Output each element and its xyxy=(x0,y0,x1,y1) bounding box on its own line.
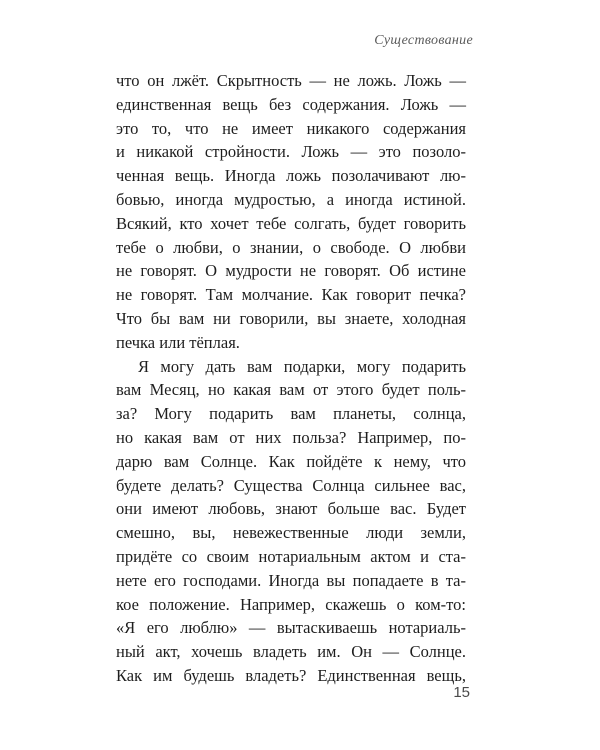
page-number: 15 xyxy=(453,684,470,701)
text-line: Всякий, кто хочет тебе солгать, будет говорить xyxy=(116,213,466,233)
text-line: Что бы вам ни говорили, вы знаете, холодная xyxy=(116,308,466,328)
text-line: за? Могу подарить вам планеты, солнца, xyxy=(116,404,466,424)
text-line: но какая вам от них польза? Например, по- xyxy=(116,427,466,447)
text-line: придёте со своим нотариальным актом и ста- xyxy=(116,546,466,566)
running-head: Существование xyxy=(374,33,473,48)
text-line: бовью, иногда мудростью, а иногда истиной. xyxy=(116,189,466,209)
text-line: не говорят. О мудрости не говорят. Об истине xyxy=(116,261,466,281)
text-line: печка или тёплая. xyxy=(116,332,240,352)
text-line: не говорят. Там молчание. Как говорит печка? xyxy=(116,285,466,305)
body-text xyxy=(116,69,466,688)
text-line: дарю вам Солнце. Как пойдёте к нему, что xyxy=(116,451,466,471)
text-line: они имеют любовь, знают больше вас. Будет xyxy=(116,499,466,519)
text-line: Я могу дать вам подарки, могу подарить xyxy=(138,356,466,376)
text-line: единственная вещь без содержания. Ложь — xyxy=(116,94,466,114)
text-line: «Я его люблю» — вытаскиваешь нотариаль- xyxy=(116,618,466,638)
text-line: Как им будешь владеть? Единственная вещь, xyxy=(116,665,466,685)
text-line: будете делать? Существа Солнца сильнее вас, xyxy=(116,475,466,495)
text-line: ченная вещь. Иногда ложь позолачивают лю- xyxy=(116,166,466,186)
text-line: кое положение. Например, скажешь о ком-то: xyxy=(116,594,466,614)
text-line: это то, что не имеет никакого содержания xyxy=(116,118,466,138)
text-line: вам Месяц, но какая вам от этого будет поль- xyxy=(116,380,466,400)
text-line: ный акт, хочешь владеть им. Он — Солнце. xyxy=(116,642,466,662)
text-line: нете его господами. Иногда вы попадаете в та- xyxy=(116,570,466,590)
text-line: смешно, вы, невежественные люди земли, xyxy=(116,523,466,543)
paragraph-1 xyxy=(116,69,466,355)
text-line: тебе о любви, о знании, о свободе. О любви xyxy=(116,237,466,257)
text-line: и никакой стройности. Ложь — это позоло- xyxy=(116,142,466,162)
paragraph-2 xyxy=(116,355,466,688)
text-line: что он лжёт. Скрытность — не ложь. Ложь — xyxy=(116,71,466,90)
